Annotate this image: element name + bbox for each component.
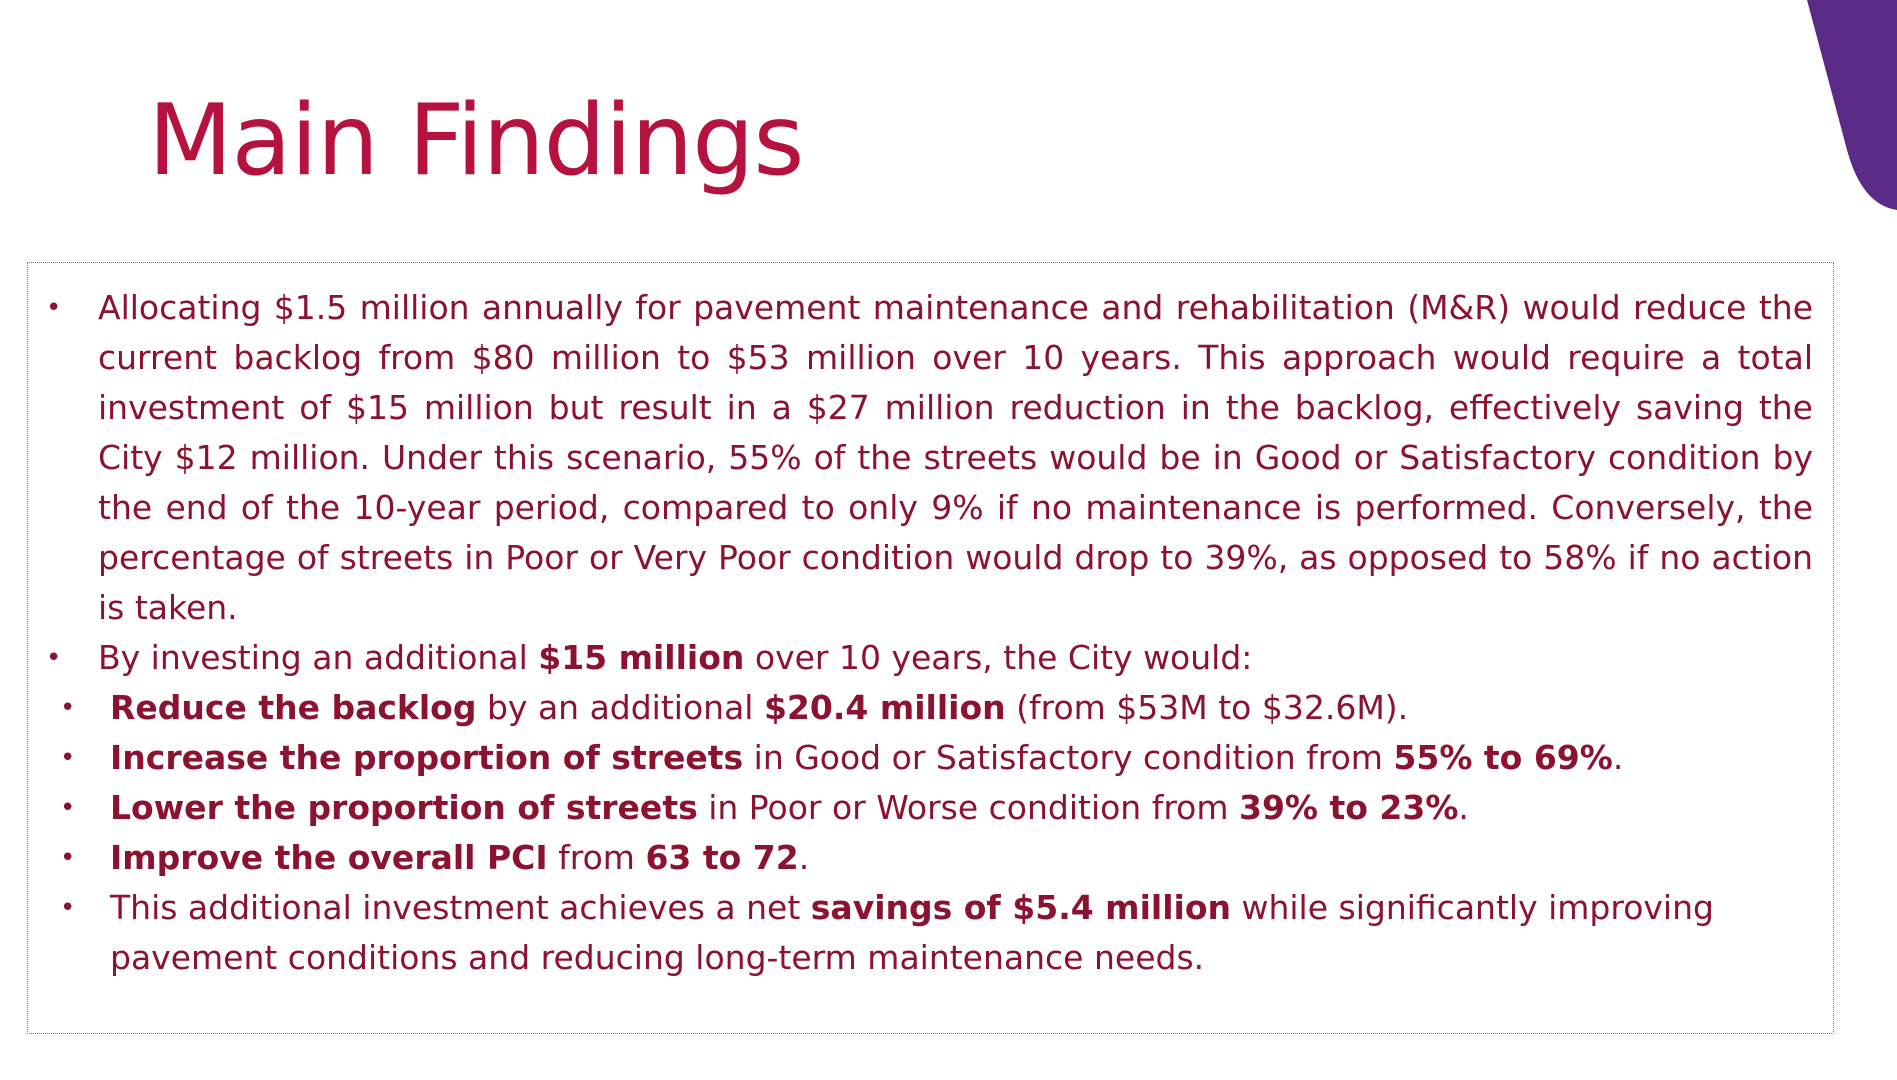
outcome-lead: Reduce the backlog	[110, 688, 477, 727]
outcome-lead: Improve the overall PCI	[110, 838, 548, 877]
outcome-item-backlog	[28, 683, 1813, 733]
outcome-text: in Poor or Worse condition from	[697, 788, 1239, 827]
outcome-value: $20.4 million	[763, 688, 1006, 727]
bullet-icon: •	[60, 793, 76, 823]
outcome-value: savings of $5.4 million	[810, 888, 1231, 927]
findings-box	[27, 262, 1834, 1034]
investment-outcomes	[28, 683, 1813, 983]
outcome-tail: .	[798, 838, 810, 877]
outcome-tail: while significantly improving pavement conditions and reducing long-term maintenance needs.	[110, 888, 1714, 977]
outcome-value: 63 to 72	[645, 838, 799, 877]
finding-text-pre: By investing an additional	[98, 638, 539, 677]
outcome-lead: Increase the proportion of streets	[110, 738, 744, 777]
outcome-text: by an additional	[476, 688, 764, 727]
outcome-tail: .	[1458, 788, 1469, 827]
outcome-text: from	[547, 838, 646, 877]
outcome-item-pci	[28, 833, 1813, 883]
outcome-value: 55% to 69%	[1393, 738, 1613, 777]
outcome-item-poor-streets	[28, 783, 1813, 833]
bullet-icon: •	[60, 843, 76, 873]
corner-accent-shape	[1807, 0, 1897, 215]
bullet-icon: •	[46, 293, 62, 323]
bullet-icon: •	[60, 893, 76, 923]
outcome-item-savings	[28, 883, 1813, 983]
outcome-text: This additional investment achieves a net	[110, 888, 811, 927]
finding-text-post: over 10 years, the City would:	[744, 638, 1253, 677]
outcome-value: 39% to 23%	[1239, 788, 1459, 827]
bullet-icon: •	[60, 693, 76, 723]
findings-list	[28, 283, 1813, 983]
outcome-item-good-streets	[28, 733, 1813, 783]
bullet-icon: •	[46, 643, 62, 673]
outcome-lead: Lower the proportion of streets	[110, 788, 698, 827]
finding-item-investment	[28, 633, 1813, 683]
outcome-text: in Good or Satisfactory condition from	[743, 738, 1394, 777]
finding-text: Allocating $1.5 million annually for pavement maintenance and rehabilitation (M&R) would reduce the current backlog from $80 million to $53 million over 10 years. This approach would require a total investment of $15 million but result in a $27 million reduction in the backlog, effectively saving the City $12 million. Under this scenario, 55% of the streets would be in Good or Satisfactory condition by the end of the 10-year period, compared to only 9% if no maintenance is performed. Conversely, the percentage of streets in Poor or Very Poor condition would drop to 39%, as opposed to 58% if no action is taken.	[98, 288, 1813, 627]
finding-text-bold: $15 million	[538, 638, 745, 677]
bullet-icon: •	[60, 743, 76, 773]
finding-item-allocation	[28, 283, 1813, 633]
outcome-tail: .	[1612, 738, 1624, 777]
outcome-tail: (from $53M to $32.6M).	[1005, 688, 1409, 727]
slide-title: Main Findings	[148, 84, 804, 198]
